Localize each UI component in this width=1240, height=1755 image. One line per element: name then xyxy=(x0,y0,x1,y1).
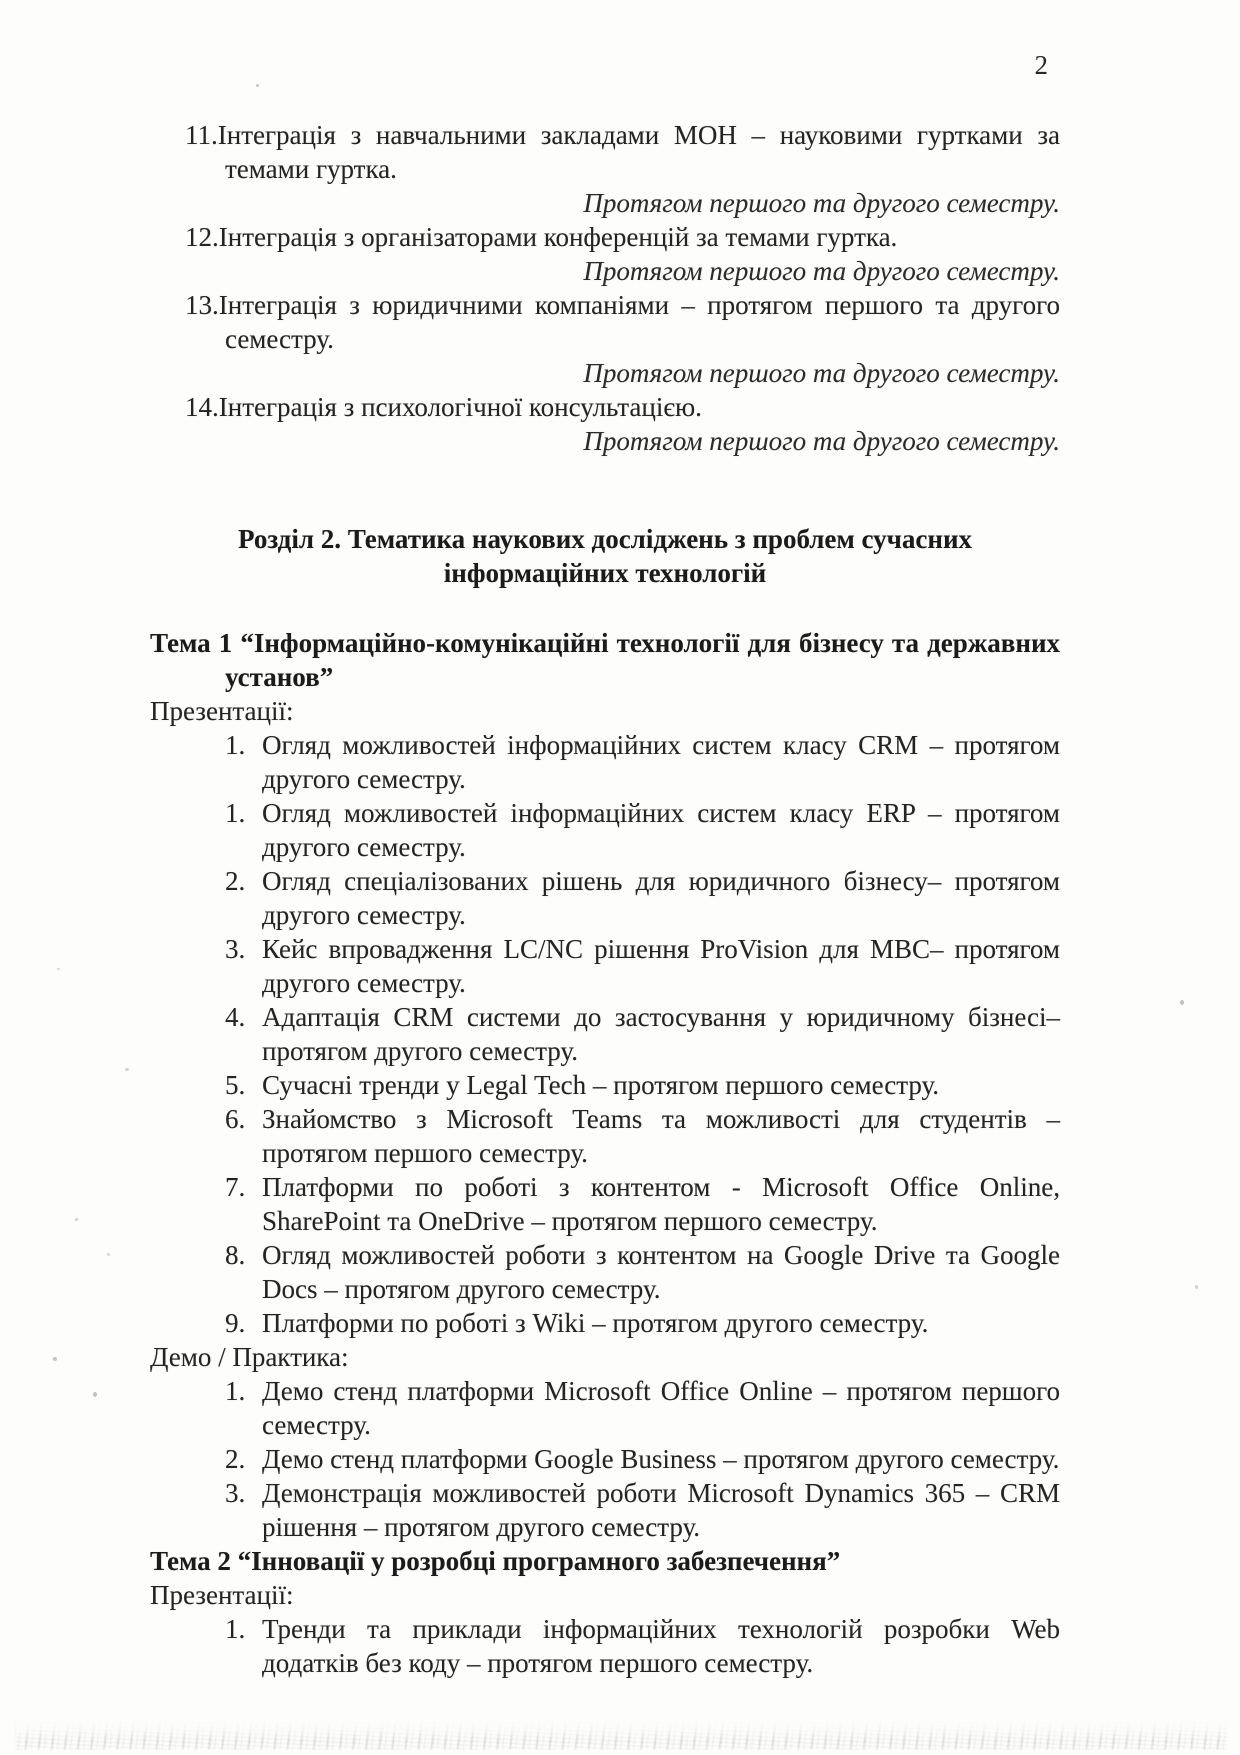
item-text: Огляд можливостей інформаційних систем класу ERP – протягом другого семестру. xyxy=(262,798,1060,862)
item-number: 1. xyxy=(225,1614,246,1644)
item-number: 1. xyxy=(225,730,246,760)
presentation-item xyxy=(150,1170,1060,1238)
section-heading-line1: Розділ 2. Тематика наукових досліджень з проблем сучасних xyxy=(238,524,972,554)
item-text: Демонстрація можливостей роботи Microsoft Dynamics 365 – CRM рішення – протягом другого семестру. xyxy=(262,1478,1060,1542)
scan-speck xyxy=(1195,1285,1198,1289)
list-item-12 xyxy=(150,220,1060,254)
item-number: 5. xyxy=(225,1070,246,1100)
item-text: Огляд можливостей роботи з контентом на Google Drive та Google Docs – протягом другого семестру. xyxy=(262,1240,1060,1304)
schedule-note: Протягом першого та другого семестру. xyxy=(583,188,1060,218)
scan-noise-strip xyxy=(15,1720,1228,1750)
item-number: 2. xyxy=(225,1444,246,1474)
item-number: 11. xyxy=(185,120,218,150)
presentation-item xyxy=(150,864,1060,932)
schedule-note: Протягом першого та другого семестру. xyxy=(583,426,1060,456)
item-text: Адаптація CRM системи до застосування у юридичному бізнесі– протягом другого семестру. xyxy=(262,1002,1060,1066)
item-number: 3. xyxy=(225,1478,246,1508)
schedule-note: Протягом першого та другого семестру. xyxy=(583,256,1060,286)
presentation-item xyxy=(150,1612,1060,1680)
item-text: Огляд можливостей інформаційних систем класу CRM – протягом другого семестру. xyxy=(262,730,1060,794)
demo-item xyxy=(150,1374,1060,1442)
item-text: Інтеграція з юридичними компаніями – протягом першого та другого семестру. xyxy=(218,290,1060,354)
item-text: Огляд спеціалізованих рішень для юридичного бізнесу– протягом другого семестру. xyxy=(262,866,1060,930)
list-item-11 xyxy=(150,118,1060,186)
item-text: Платформи по роботі з Wiki – протягом другого семестру. xyxy=(262,1308,929,1338)
item-number: 13. xyxy=(185,290,219,320)
scan-speck xyxy=(57,968,60,970)
presentation-item xyxy=(150,1102,1060,1170)
item-text: Платформи по роботі з контентом - Microsoft Office Online, SharePoint та OneDrive – протягом першого семестру. xyxy=(262,1172,1060,1236)
item-number: 1. xyxy=(225,1376,246,1406)
demo-item xyxy=(150,1476,1060,1544)
scan-speck xyxy=(256,84,259,87)
presentation-item xyxy=(150,728,1060,796)
presentation-item xyxy=(150,1000,1060,1068)
item-number: 8. xyxy=(225,1240,246,1270)
demo-item xyxy=(150,1442,1060,1476)
list-item-13 xyxy=(150,288,1060,356)
demo-practice-label: Демо / Практика: xyxy=(150,1342,349,1372)
item-text: Кейс впровадження LC/NC рішення ProVision для МВС– протягом другого семестру. xyxy=(262,934,1060,998)
presentation-item xyxy=(150,932,1060,1000)
presentation-item xyxy=(150,1238,1060,1306)
presentations-label: Презентації: xyxy=(150,1580,294,1610)
presentations-label: Презентації: xyxy=(150,696,294,726)
presentation-item xyxy=(150,1306,1060,1340)
scan-speck xyxy=(107,1253,110,1256)
item-number: 1. xyxy=(225,798,246,828)
item-number: 2. xyxy=(225,866,246,896)
item-number: 14. xyxy=(185,392,219,422)
scan-speck xyxy=(53,1357,57,1361)
scan-speck xyxy=(125,1068,129,1071)
list-item-14 xyxy=(150,390,1060,424)
scan-speck xyxy=(93,1392,97,1397)
theme2-title: Тема 2 “Інновації у розробці програмного забезпечення” xyxy=(150,1546,841,1576)
theme1-title: Тема 1 “Інформаційно-комунікаційні технології для бізнесу та державних установ” xyxy=(150,628,1060,692)
presentation-item xyxy=(150,1068,1060,1102)
section-heading-line2: інформаційних технологій xyxy=(443,558,767,588)
item-text: Сучасні тренди у Legal Tech – протягом першого семестру. xyxy=(262,1070,940,1100)
item-text: Інтеграція з навчальними закладами МОН – науковими гуртками за темами гуртка. xyxy=(217,120,1060,184)
item-text: Інтеграція з організаторами конференцій за темами гуртка. xyxy=(218,222,898,252)
scan-speck xyxy=(1180,1000,1184,1005)
item-number: 3. xyxy=(225,934,246,964)
item-text: Демо стенд платформи Microsoft Office Online – протягом першого семестру. xyxy=(262,1376,1060,1440)
item-number: 6. xyxy=(225,1104,246,1134)
section-heading xyxy=(150,522,1060,590)
schedule-note: Протягом першого та другого семестру. xyxy=(583,358,1060,388)
item-number: 12. xyxy=(185,222,219,252)
item-number: 7. xyxy=(225,1172,246,1202)
item-text: Знайомство з Microsoft Teams та можливості для студентів – протягом першого семестру. xyxy=(262,1104,1060,1168)
item-number: 4. xyxy=(225,1002,246,1032)
item-text: Інтеграція з психологічної консультацією. xyxy=(218,392,702,422)
page-number: 2 xyxy=(1034,50,1048,80)
scan-speck xyxy=(75,1218,78,1221)
item-text: Тренди та приклади інформаційних технологій розробки Web додатків без коду – протягом першого семестру. xyxy=(262,1614,1060,1678)
item-number: 9. xyxy=(225,1308,246,1338)
presentation-item xyxy=(150,796,1060,864)
item-text: Демо стенд платформи Google Business – протягом другого семестру. xyxy=(262,1444,1060,1474)
